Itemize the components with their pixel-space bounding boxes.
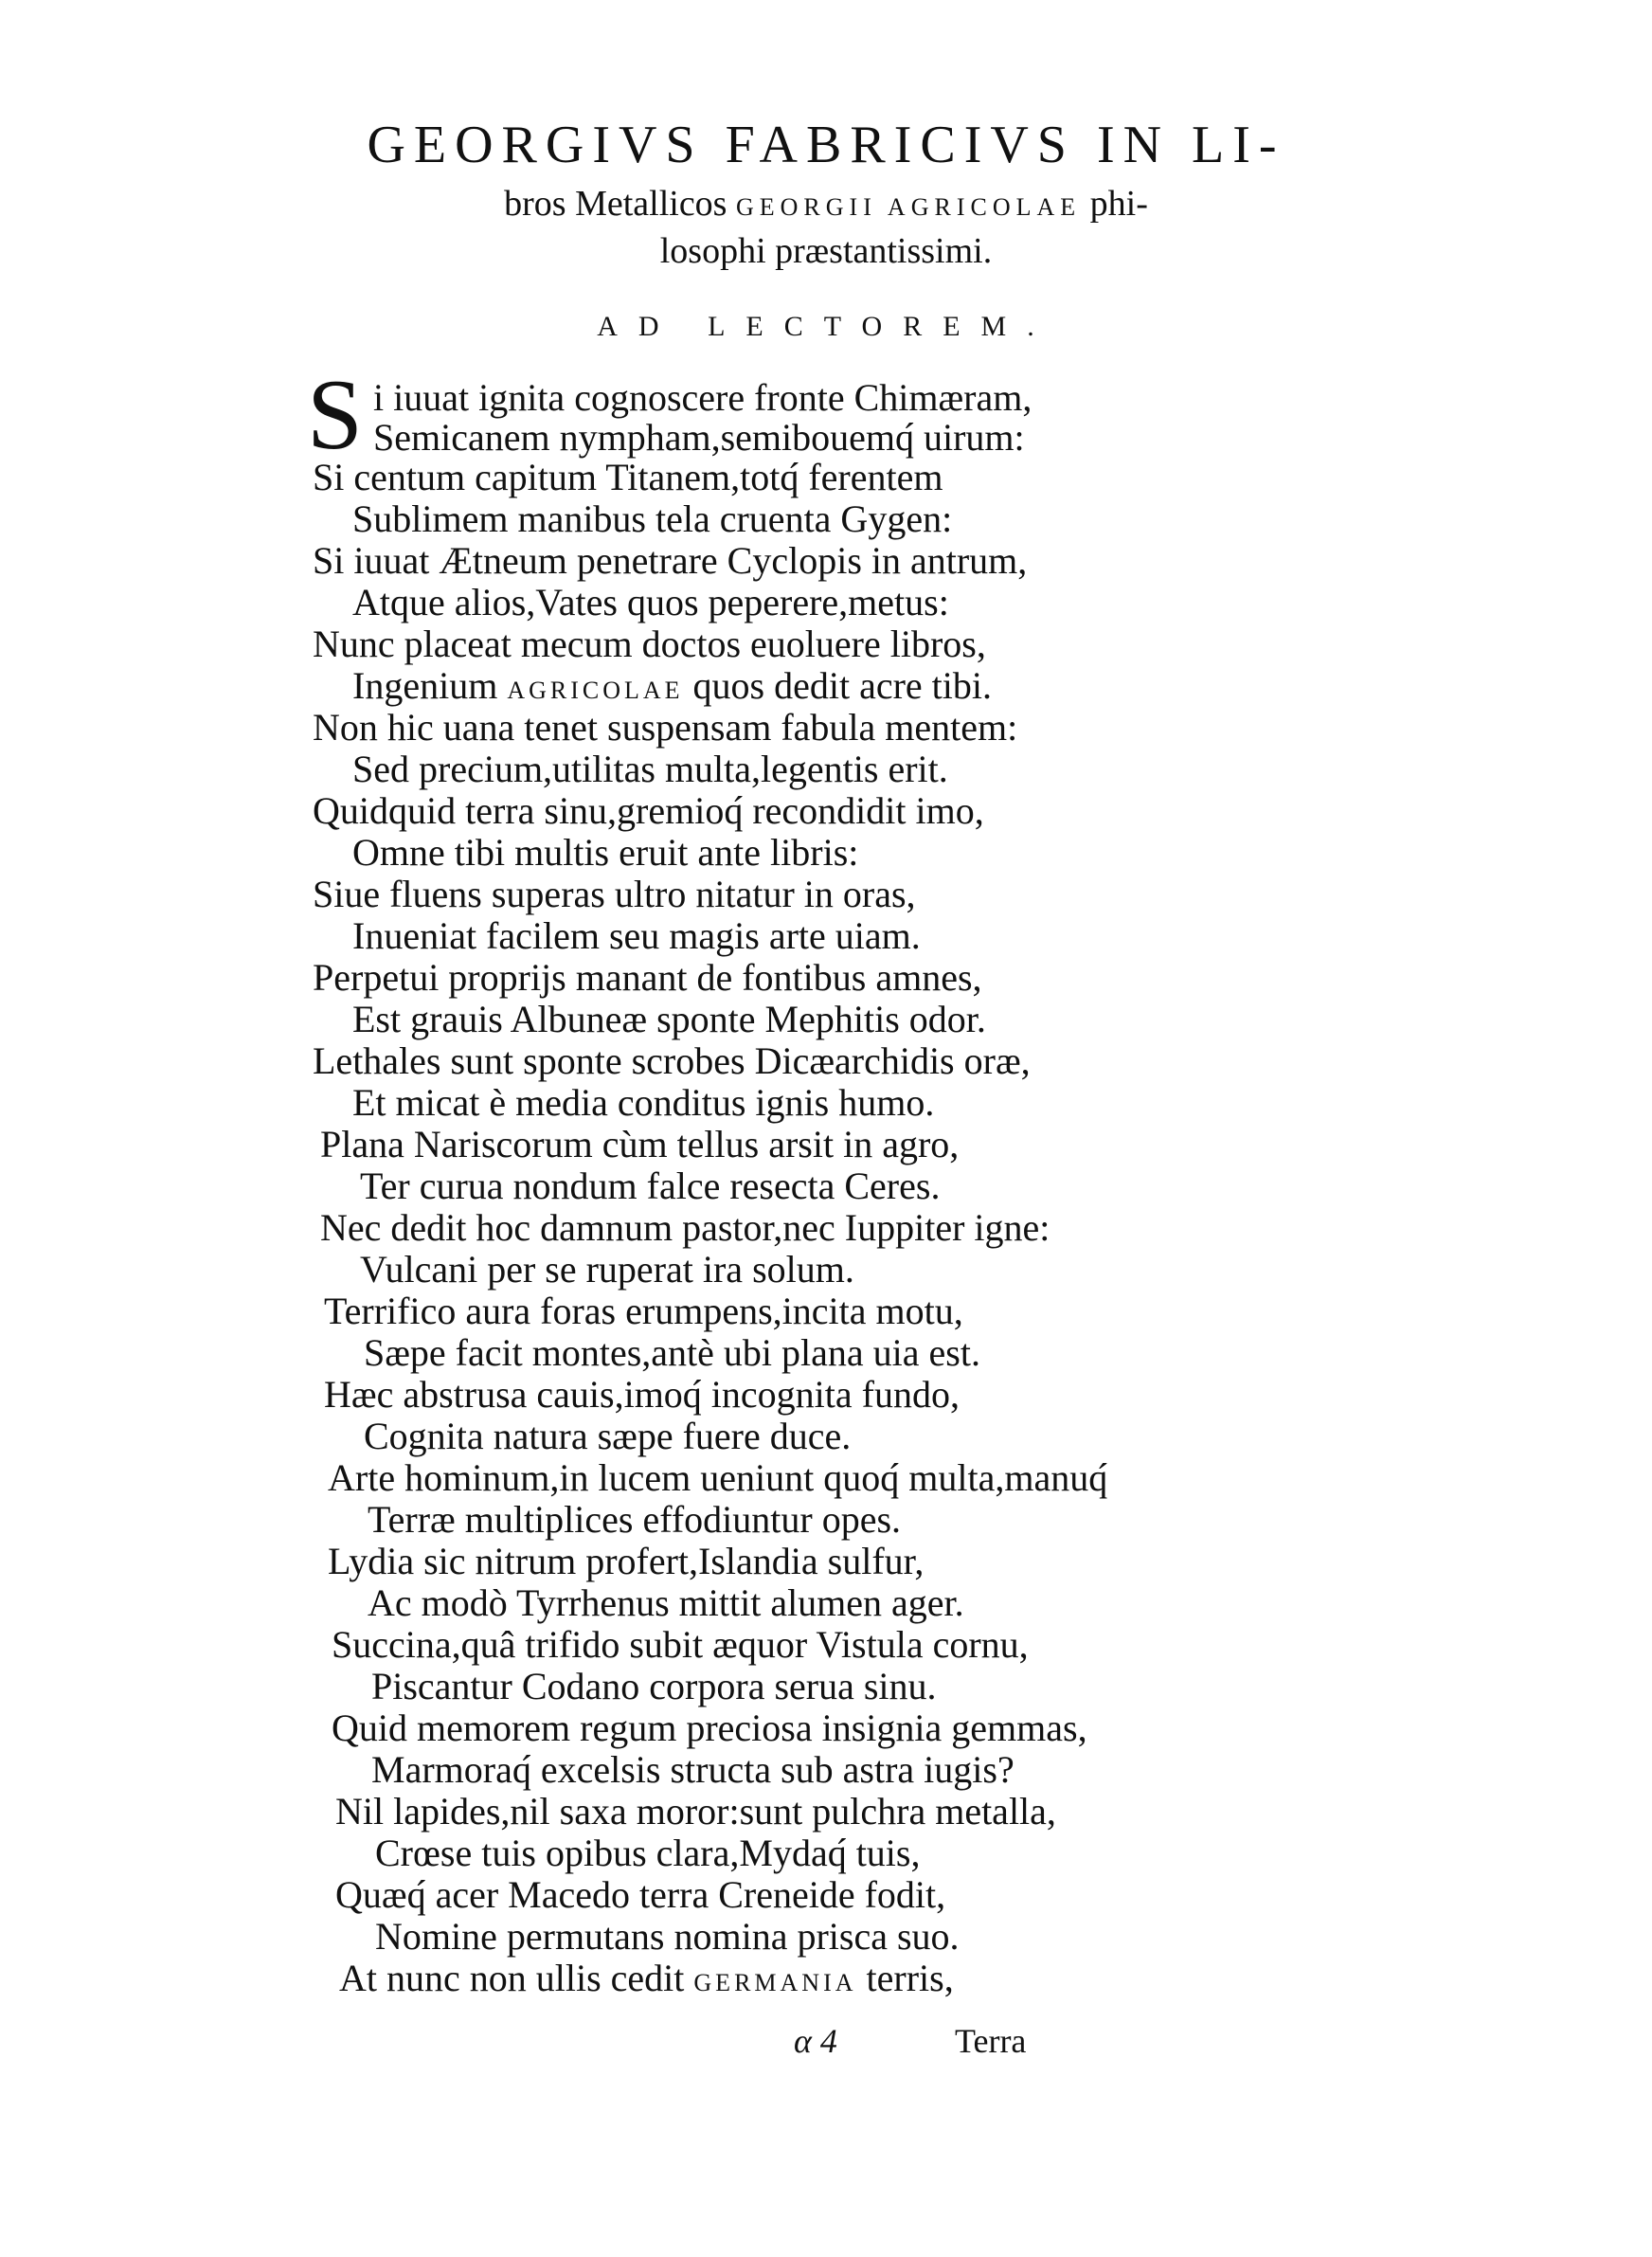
poem-line: Est grauis Albuneæ sponte Mephitis odor. [352, 998, 986, 1040]
poem-line: Omne tibi multis eruit ante libris: [352, 831, 859, 874]
poem-line: Nomine permutans nomina prisca suo. [375, 1915, 960, 1958]
poem-line-text-a: At nunc non ullis cedit [339, 1957, 694, 1999]
poem-line: Perpetui proprijs manant de fontibus amnes, [313, 956, 982, 999]
poem-line: Vulcani per se ruperat ira solum. [360, 1248, 854, 1291]
poem-line: Lethales sunt sponte scrobes Dicæarchidis oræ, [313, 1039, 1031, 1082]
poem-line: Atque alios,Vates quos peperere,metus: [352, 581, 949, 623]
poem-line: Et micat è media conditus ignis humo. [352, 1081, 935, 1124]
poem-line: i iuuat ignita cognoscere fronte Chimæram, [373, 376, 1032, 419]
country-name-smallcaps: GERMANIA [693, 1969, 857, 1996]
poem-line: Non hic uana tenet suspensam fabula mentem: [313, 706, 1018, 749]
poem-line: Crœse tuis opibus clara,Mydaq́ tuis, [375, 1832, 921, 1874]
poem-line: Quid memorem regum preciosa insignia gemmas, [332, 1706, 1087, 1749]
poem-line: Quidquid terra sinu,gremioq́ recondidit imo, [313, 789, 984, 832]
poem-line [352, 665, 992, 712]
poem-line: Si centum capitum Titanem,totq́ ferentem [313, 456, 943, 498]
poem-line: Ac modò Tyrrhenus mittit alumen ager. [368, 1581, 964, 1624]
poem-line: Plana Nariscorum cùm tellus arsit in agro, [320, 1123, 960, 1165]
poem-line: Quæq́ acer Macedo terra Creneide fodit, [335, 1873, 946, 1916]
poem-line: Marmoraq́ excelsis structa sub astra iugis? [371, 1748, 1015, 1791]
poem-line: Terrifico aura foras erumpens,incita motu, [324, 1290, 963, 1332]
heading-line-1: GEORGIVS FABRICIVS IN LI- [367, 116, 1285, 174]
subheading-ad-lectorem: AD LECTOREM. [597, 311, 1055, 342]
poem-line: Inueniat facilem seu magis arte uiam. [352, 914, 921, 957]
poem-line: Succina,quâ trifido subit æquor Vistula cornu, [332, 1623, 1029, 1666]
poem-line: Semicanem nympham,semibouemq́ uirum: [373, 416, 1025, 459]
poem-line: Sæpe facit montes,antè ubi plana uia est. [364, 1331, 980, 1374]
poem-line-text-c: quos dedit acre tibi. [683, 664, 992, 707]
poem-line: Piscantur Codano corpora serua sinu. [371, 1665, 937, 1707]
poem-line: Cognita natura sæpe fuere duce. [364, 1415, 852, 1457]
poem-line: Hæc abstrusa cauis,imoq́ incognita fundo, [324, 1373, 960, 1416]
poem-line-text-a: Ingenium [352, 664, 508, 707]
heading-line-2 [0, 180, 1652, 231]
poem-line: Nil lapides,nil saxa moror:sunt pulchra metalla, [335, 1790, 1056, 1833]
heading-line-2-text-a: bros Metallicos [504, 184, 736, 224]
catchword: Terra [955, 2022, 1027, 2060]
heading-line-2-text-c: phi- [1081, 184, 1148, 224]
poem-line: Nec dedit hoc damnum pastor,nec Iuppiter igne: [320, 1206, 1050, 1249]
drop-cap-initial: S [307, 359, 363, 470]
poem-line: Ter curua nondum falce resecta Ceres. [360, 1165, 941, 1207]
poem-line: Arte hominum,in lucem ueniunt quoq́ multa,manuq́ [328, 1456, 1108, 1499]
heading-line-3: losophi præstantissimi. [659, 231, 993, 271]
poem-line: Nunc placeat mecum doctos euoluere libros, [313, 623, 986, 665]
author-name-smallcaps: AGRICOLAE [507, 677, 684, 704]
poem-line: Siue fluens superas ultro nitatur in oras, [313, 873, 916, 915]
poem-line-text-c: terris, [856, 1957, 954, 1999]
author-name-smallcaps: GEORGII AGRICOLAE [735, 193, 1082, 221]
poem-line: Terræ multiplices effodiuntur opes. [368, 1498, 902, 1541]
poem-line [339, 1958, 954, 2004]
poem-line: Sed precium,utilitas multa,legentis erit. [352, 748, 948, 790]
poem-line: Lydia sic nitrum profert,Islandia sulfur, [328, 1540, 925, 1582]
signature-mark: α 4 [794, 2022, 837, 2060]
poem-line: Sublimem manibus tela cruenta Gygen: [352, 497, 953, 540]
poem-line: Si iuuat Ætneum penetrare Cyclopis in antrum, [313, 539, 1028, 582]
